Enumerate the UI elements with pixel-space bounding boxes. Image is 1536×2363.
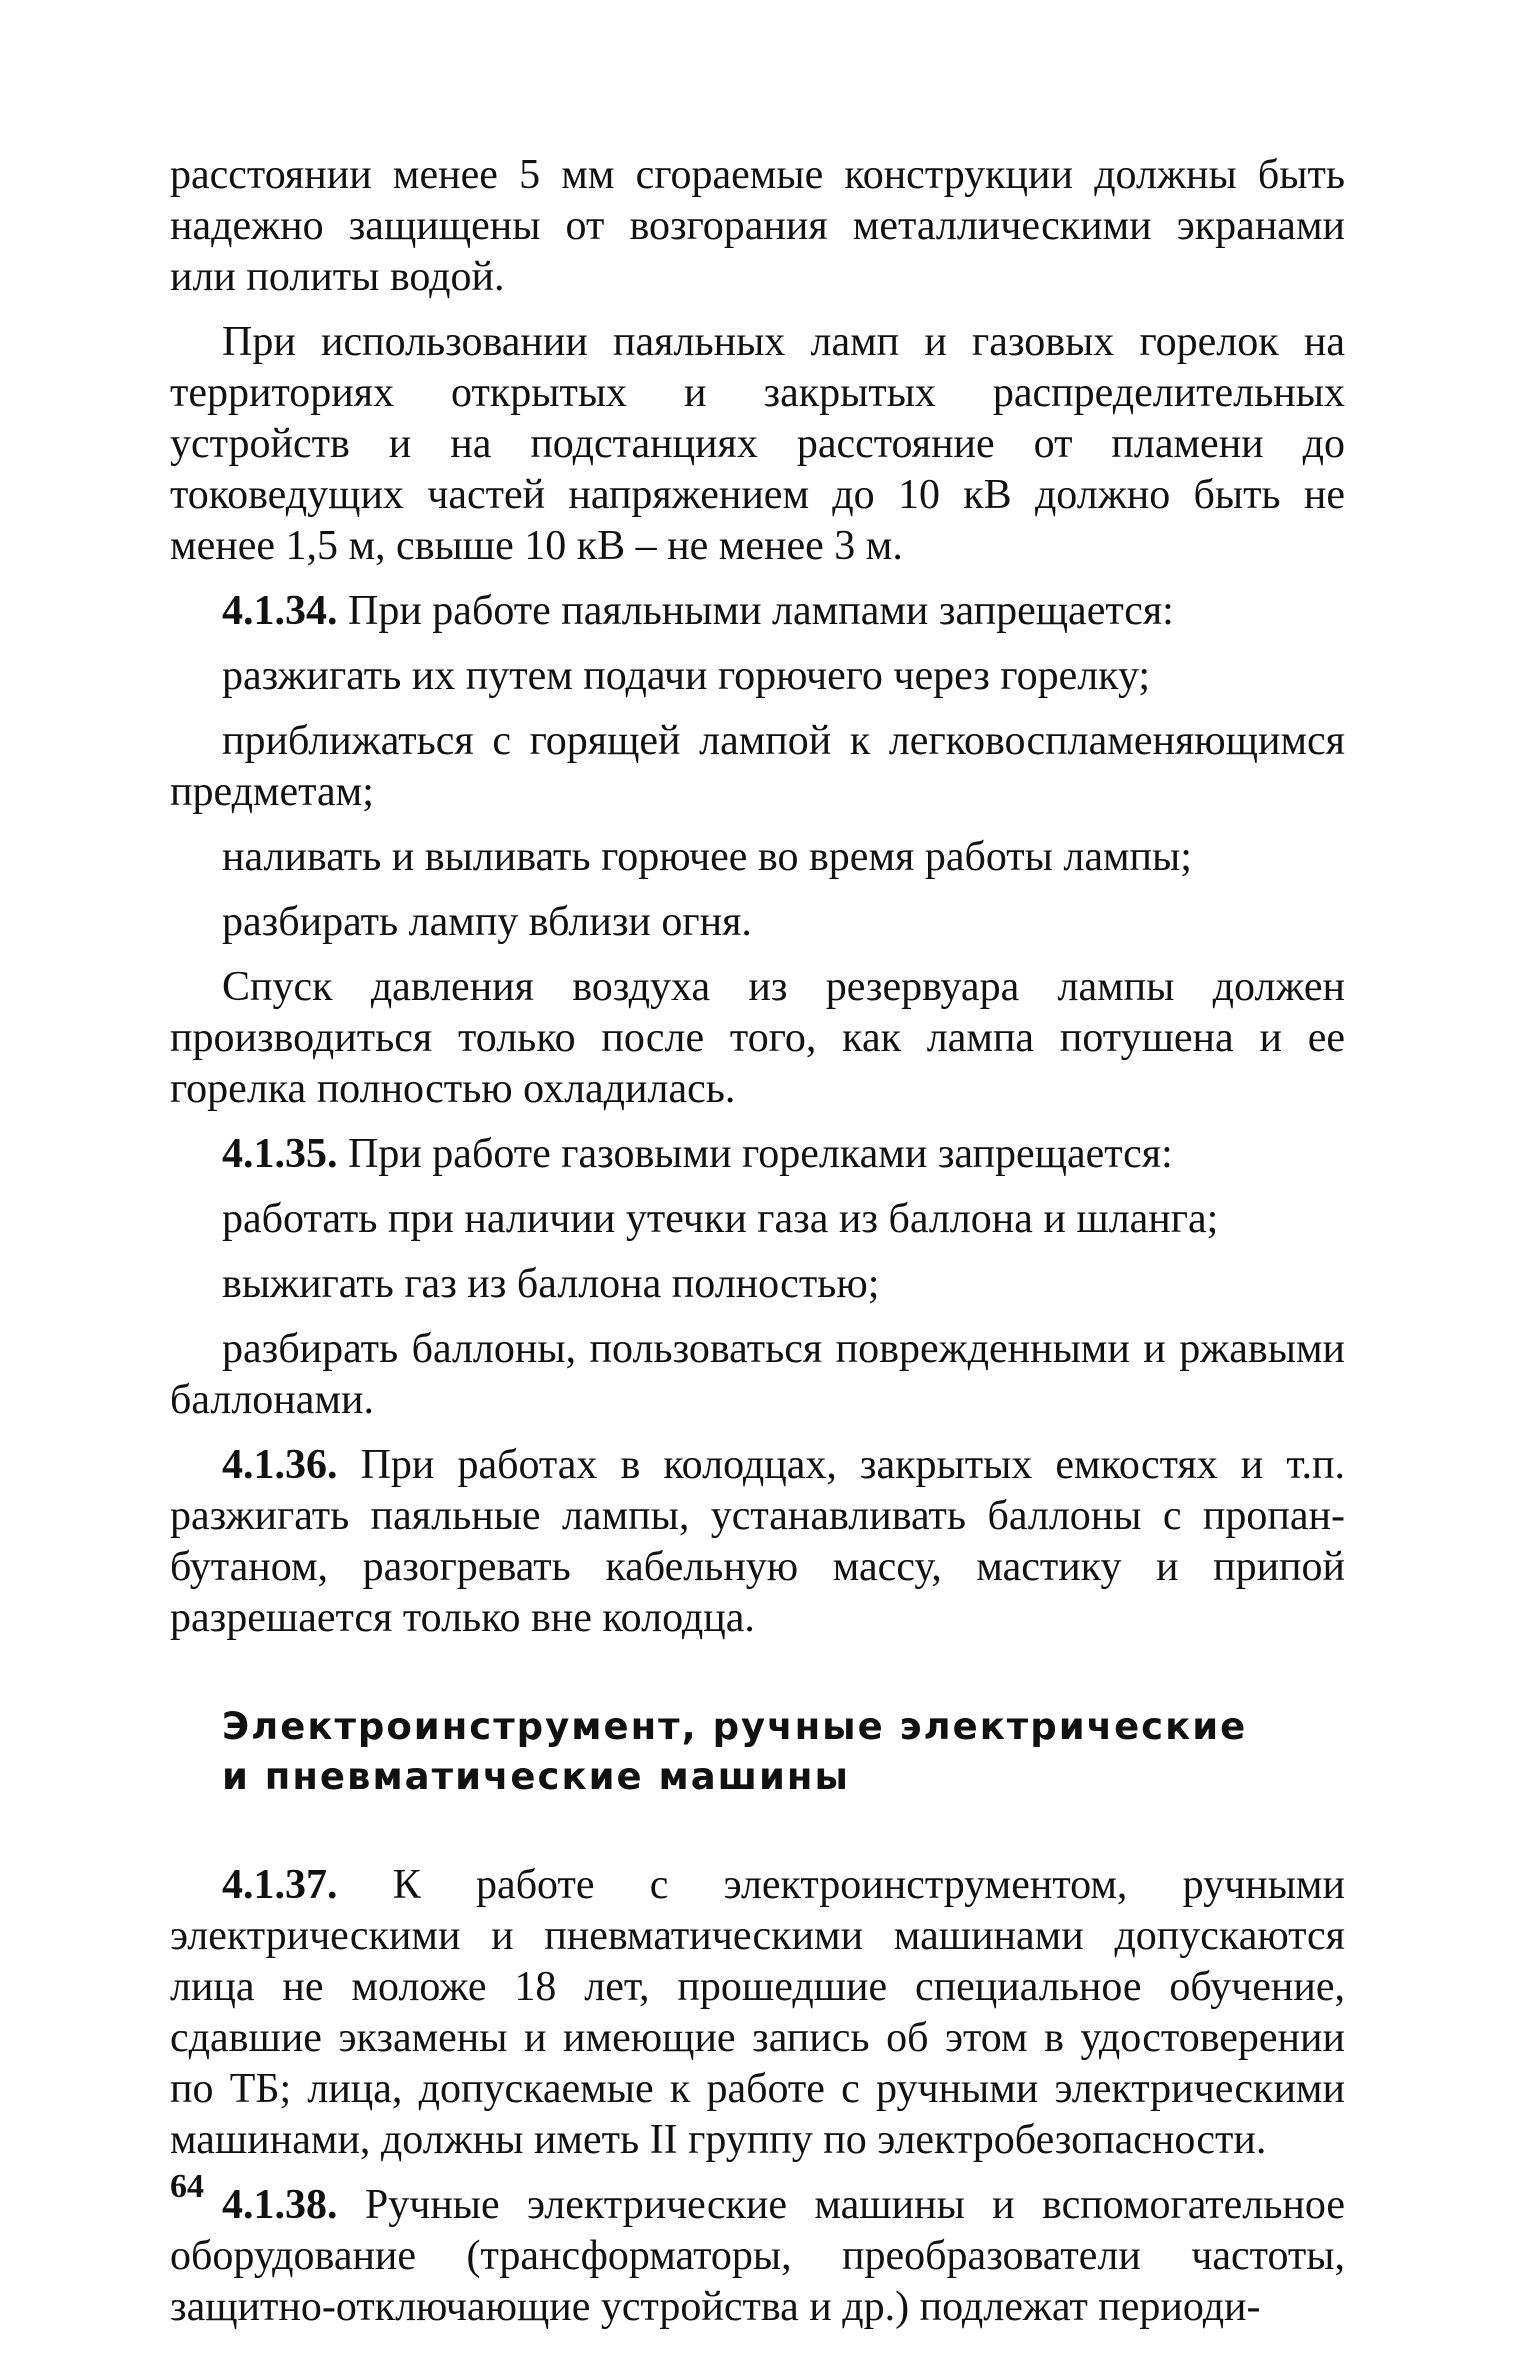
list-item	[170, 1259, 1345, 1310]
paragraph-pressure-release	[170, 962, 1345, 1115]
paragraph-lamps-distance	[170, 317, 1345, 572]
section-heading-line-2: и пневматические машины	[222, 1755, 850, 1798]
list-item	[170, 651, 1345, 702]
paragraph-continuation	[170, 150, 1345, 303]
paragraph-text: При использовании паяльных ламп и газовых горелок на территориях открытых и закрытых распределительных устройств и на подстанциях расстояние от пламени до токоведущих частей напряжением до 10 кВ должно быть не менее 1,5 м, свыше 10 кВ – не менее 3 м.	[170, 319, 1345, 569]
section-heading	[222, 1702, 1345, 1802]
clause-4-1-34	[170, 586, 1345, 637]
clause-number: 4.1.36.	[222, 1442, 338, 1488]
clause-text: При работах в колодцах, закрытых емкостях и т.п. разжигать паяльные лампы, устанавливать баллоны с пропан-бутаном, разогревать кабельную массу, мастику и припой разрешается только вне колодца.	[170, 1442, 1345, 1641]
clause-text: При работе газовыми горелками запрещается:	[337, 1131, 1173, 1177]
list-item-text: работать при наличии утечки газа из баллона и шланга;	[222, 1196, 1219, 1242]
clause-4-1-37	[170, 1860, 1345, 2166]
section-heading-line-1: Электроинструмент, ручные электрические	[222, 1705, 1248, 1748]
page-content	[170, 150, 1345, 2333]
clause-text: К работе с электроинструментом, ручными электрическими и пневматическими машинами допускаются лица не моложе 18 лет, прошедшие специальное обучение, сдавшие экзамены и имеющие запись об этом в удостоверении по ТБ; лица, допускаемые к работе с ручными электрическими машинами, должны иметь II группу по электробезопасности.	[170, 1862, 1345, 2163]
list-item-text: наливать и выливать горючее во время работы лампы;	[222, 834, 1192, 880]
clause-4-1-35	[170, 1129, 1345, 1180]
clause-number: 4.1.38.	[222, 2182, 338, 2228]
clause-text: Ручные электрические машины и вспомогательное оборудование (трансформаторы, преобразователи частоты, защитно-отключающие устройства и др.) подлежат периоди-	[170, 2182, 1345, 2330]
list-item	[170, 832, 1345, 883]
paragraph-text: Спуск давления воздуха из резервуара лампы должен производиться только после того, как лампа потушена и ее горелка полностью охладилась.	[170, 964, 1345, 1112]
list-item	[170, 716, 1345, 818]
list-item	[170, 897, 1345, 948]
clause-number: 4.1.37.	[222, 1862, 338, 1908]
list-item-text: разбирать лампу вблизи огня.	[222, 899, 752, 945]
clause-text: При работе паяльными лампами запрещается:	[337, 588, 1174, 634]
list-item	[170, 1194, 1345, 1245]
page-number: 64	[170, 2168, 204, 2205]
paragraph-text: расстоянии менее 5 мм сгораемые конструкции должны быть надежно защищены от возгорания металлическими экранами или политы водой.	[170, 152, 1345, 300]
list-item	[170, 1324, 1345, 1426]
list-item-text: выжигать газ из баллона полностью;	[222, 1261, 880, 1307]
list-item-text: разжигать их путем подачи горючего через горелку;	[222, 653, 1151, 699]
clause-number: 4.1.34.	[222, 588, 338, 634]
clause-number: 4.1.35.	[222, 1131, 338, 1177]
list-item-text: приближаться с горящей лампой к легковоспламеняющимся предметам;	[170, 718, 1345, 815]
clause-4-1-38	[170, 2180, 1345, 2333]
list-item-text: разбирать баллоны, пользоваться поврежденными и ржавыми баллонами.	[170, 1326, 1345, 1423]
clause-4-1-36	[170, 1440, 1345, 1644]
